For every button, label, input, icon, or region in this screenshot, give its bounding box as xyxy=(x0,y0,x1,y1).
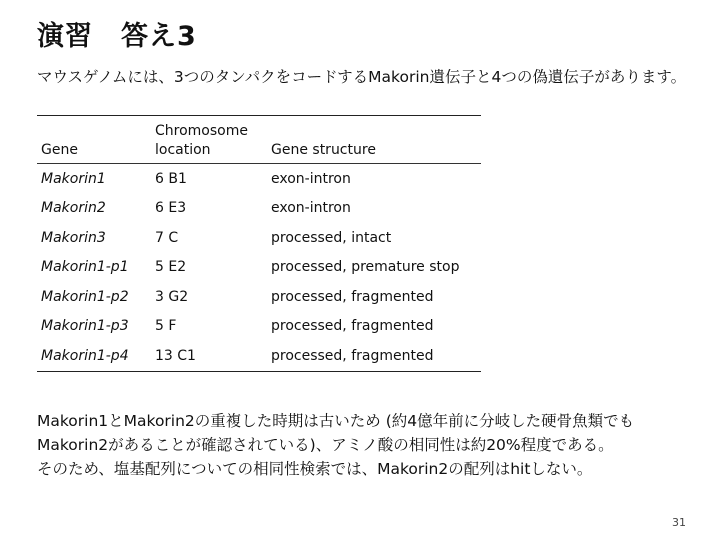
explanation-line: Makorin1とMakorin2の重複した時期は古いため (約4億年前に分岐した硬骨魚類でも xyxy=(37,412,635,430)
header-chromosome-location: Chromosome location xyxy=(155,123,248,158)
structure-cell: exon-intron xyxy=(271,200,351,217)
gene-cell: Makorin1 xyxy=(41,170,106,187)
structure-cell: exon-intron xyxy=(271,170,351,187)
gene-cell: Makorin1-p4 xyxy=(41,347,129,364)
location-cell: 5 E2 xyxy=(155,259,187,276)
table-row xyxy=(37,194,481,224)
header-gene-structure: Gene structure xyxy=(271,142,376,158)
table-row xyxy=(37,282,481,312)
location-cell: 7 C xyxy=(155,229,179,246)
explanation-line: そのため、塩基配列についての相同性検索では、Makorin2の配列はhitしない。 xyxy=(37,460,593,478)
table-row xyxy=(37,253,481,283)
structure-cell: processed, premature stop xyxy=(271,259,460,276)
location-cell: 5 F xyxy=(155,318,177,335)
page-number: 31 xyxy=(672,516,686,529)
structure-cell: processed, fragmented xyxy=(271,288,434,305)
gene-cell: Makorin1-p3 xyxy=(41,318,129,335)
structure-cell: processed, fragmented xyxy=(271,318,434,335)
gene-cell: Makorin3 xyxy=(41,229,106,246)
slide-title: 演習 答え3 xyxy=(37,21,197,52)
explanation-line: Makorin2があることが確認されている)、アミノ酸の相同性は約20%程度である。 xyxy=(37,436,614,454)
intro-text: マウスゲノムには、3つのタンパクをコードするMakorin遺伝子と4つの偽遺伝子があります。 xyxy=(37,68,687,86)
location-cell: 13 C1 xyxy=(155,347,196,364)
table-row xyxy=(37,312,481,342)
structure-cell: processed, fragmented xyxy=(271,347,434,364)
gene-cell: Makorin1-p2 xyxy=(41,288,129,305)
location-cell: 3 G2 xyxy=(155,288,189,305)
table-header-row xyxy=(37,116,481,164)
table-row xyxy=(37,223,481,253)
explanation-paragraph xyxy=(37,409,707,481)
gene-cell: Makorin2 xyxy=(41,200,106,217)
gene-table xyxy=(37,115,481,372)
header-gene: Gene xyxy=(41,142,78,158)
location-cell: 6 B1 xyxy=(155,170,187,187)
table-row xyxy=(37,164,481,194)
gene-cell: Makorin1-p1 xyxy=(41,259,129,276)
location-cell: 6 E3 xyxy=(155,200,187,217)
structure-cell: processed, intact xyxy=(271,229,392,246)
table-row xyxy=(37,341,481,371)
